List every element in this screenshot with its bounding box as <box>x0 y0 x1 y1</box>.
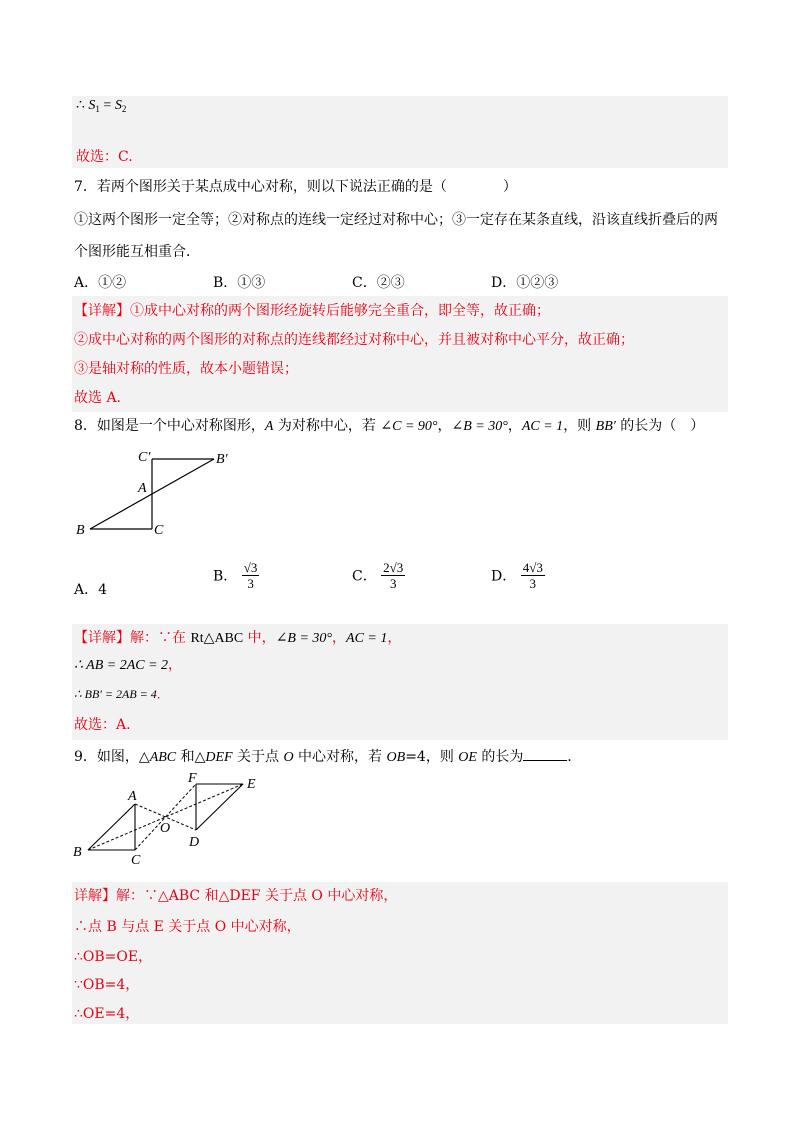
q7-statement-1: ①这两个图形一定全等；②对称点的连线一定经过对称中心；③一定存在某条直线，沿该直线折叠后的两 <box>74 212 718 228</box>
q8-label-c: C <box>154 523 164 538</box>
q8-label-b: B <box>76 523 85 538</box>
q9-explain-3: ∴OB=OE， <box>74 949 153 965</box>
q9-figure <box>70 770 270 865</box>
q8-option-a: A．4 <box>74 582 108 598</box>
q8-option-c: C． $\frac{2√3}{3}$ <box>352 560 404 591</box>
answer-6: 故选：C. <box>76 149 133 165</box>
q8-explain-1: 【详解】解：∵在 Rt△ABC 中，∠B = 30°，AC = 1， <box>74 630 402 646</box>
q9-dashed-b-e <box>88 784 243 850</box>
q9-explain-1: 详解】解：∵△ABC 和△DEF 关于点 O 中心对称， <box>74 888 398 904</box>
q7-explain-2: ②成中心对称的两个图形的对称点的连线都经过对称中心，并且被对称中心平分，故正确； <box>74 332 634 348</box>
q8-explain-2: ∴ AB = 2AC = 2， <box>74 657 183 673</box>
q8-frac-c: $\frac{2√3}{3}$ <box>383 560 404 591</box>
q9-explain-2: ∴点 B 与点 E 关于点 O 中心对称， <box>74 919 301 935</box>
q9-label-o: O <box>160 821 171 836</box>
q9-label-d: D <box>189 835 200 850</box>
q9-stem: 9．如图，△ABC 和△DEF 关于点 O 中心对称，若 OB=4，则 OE 的长为 ． <box>74 749 582 765</box>
q7-statement-2: 个图形能互相重合． <box>74 244 200 260</box>
q7-option-d: D．①②③ <box>491 275 559 291</box>
q9-explain-5: ∴OE=4， <box>74 1006 140 1022</box>
solution-box-6 <box>72 96 728 168</box>
q9-dashed-c-f <box>135 784 196 850</box>
q9-segment-a-b <box>88 804 135 850</box>
q7-explain-1: 【详解】①成中心对称的两个图形经旋转后能够完全重合，即全等，故正确； <box>74 303 550 319</box>
q9-label-c: C <box>131 853 141 865</box>
q9-segment-d-e <box>196 784 243 830</box>
q8-option-d: D． $\frac{4√3}{3}$ <box>491 560 543 591</box>
q8-stem: 8．如图是一个中心对称图形，A 为对称中心，若 ∠C = 90°，∠B = 30°，AC = 1，则 BB′ 的长为（ ） <box>74 418 705 434</box>
therefore-line: ∴ $S_1 = S_2$ <box>76 98 127 114</box>
q8-explain-4: 故选：A. <box>74 717 131 733</box>
q7-explain-4: 故选 A. <box>74 390 122 406</box>
q8-explain-3: ∴ BB′ = 2AB = 4． <box>74 687 169 701</box>
q8-figure <box>72 445 242 540</box>
q7-stem: 7．若两个图形关于某点成中心对称，则以下说法正确的是（ ） <box>74 179 517 195</box>
q7-option-a: A．①② <box>74 275 127 291</box>
q9-explain-4: ∵OB=4， <box>74 977 140 993</box>
q7-option-b: B．①③ <box>213 275 266 291</box>
q8-option-b: B． $\frac{√3}{3}$ <box>213 560 258 591</box>
q8-label-b1: B′ <box>216 452 228 467</box>
q9-label-a: A <box>128 789 137 804</box>
q9-label-e: E <box>247 777 256 792</box>
q7-explain-3: ③是轴对称的性质，故本小题错误； <box>74 361 298 377</box>
q9-label-f: F <box>188 771 197 786</box>
q8-label-c1: C′ <box>138 450 151 465</box>
q9-answer-blank <box>523 748 567 761</box>
q8-frac-b: $\frac{√3}{3}$ <box>243 560 258 591</box>
q9-label-b: B <box>73 845 82 860</box>
q7-option-c: C．②③ <box>352 275 405 291</box>
q8-frac-d: $\frac{4√3}{3}$ <box>522 560 543 591</box>
q8-label-a: A <box>138 481 147 496</box>
